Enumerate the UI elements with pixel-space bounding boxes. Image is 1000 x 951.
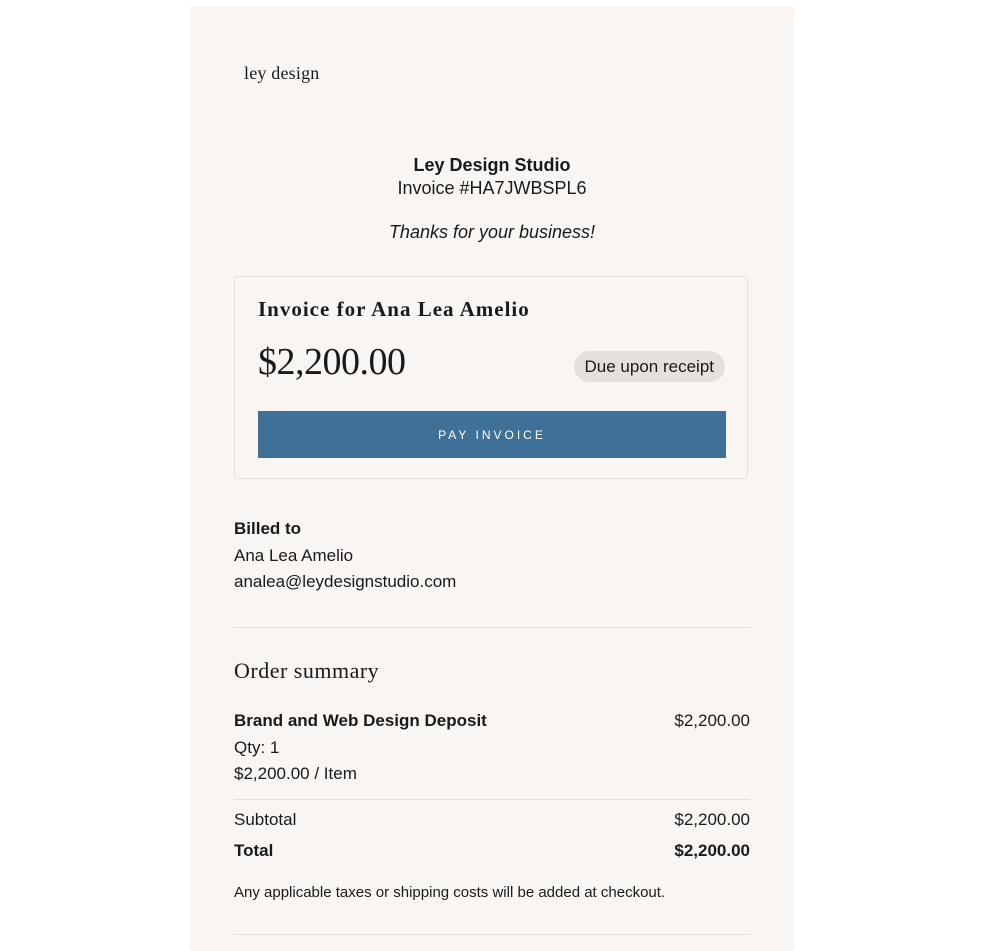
billed-to-label: Billed to	[234, 519, 302, 538]
brand-logo: ley design	[244, 63, 320, 83]
subtotal-value: $2,200.00	[674, 810, 750, 829]
section-divider	[234, 627, 750, 628]
subtotal-label: Subtotal	[234, 810, 297, 829]
invoice-amount: $2,200.00	[258, 341, 406, 383]
pay-invoice-button[interactable]: PAY INVOICE	[258, 411, 726, 458]
invoice-header	[190, 154, 794, 243]
checkout-note: Any applicable taxes or shipping costs will be added at checkout.	[234, 884, 666, 901]
subtotal-row	[234, 810, 750, 830]
studio-name: Ley Design Studio	[413, 155, 571, 175]
total-row	[234, 841, 750, 861]
invoice-email	[190, 7, 794, 951]
line-item-name: Brand and Web Design Deposit	[234, 711, 487, 730]
line-item	[234, 711, 750, 731]
invoice-card	[234, 276, 748, 479]
footer-divider	[234, 934, 750, 935]
order-summary-title: Order summary	[234, 658, 380, 683]
invoice-title: Invoice for Ana Lea Amelio	[258, 297, 530, 321]
total-label: Total	[234, 841, 274, 860]
billed-to-email: analea@leydesignstudio.com	[234, 572, 457, 591]
line-item-qty: Qty: 1	[234, 738, 280, 757]
invoice-number: Invoice #HA7JWBSPL6	[397, 178, 587, 198]
line-item-price: $2,200.00	[674, 711, 750, 730]
total-value: $2,200.00	[674, 841, 750, 860]
line-item-unit-price: $2,200.00 / Item	[234, 764, 357, 783]
due-status-badge: Due upon receipt	[574, 351, 725, 382]
summary-divider	[234, 799, 750, 800]
thanks-message: Thanks for your business!	[388, 222, 596, 242]
billed-to-section	[234, 516, 456, 596]
billed-to-name: Ana Lea Amelio	[234, 545, 354, 565]
